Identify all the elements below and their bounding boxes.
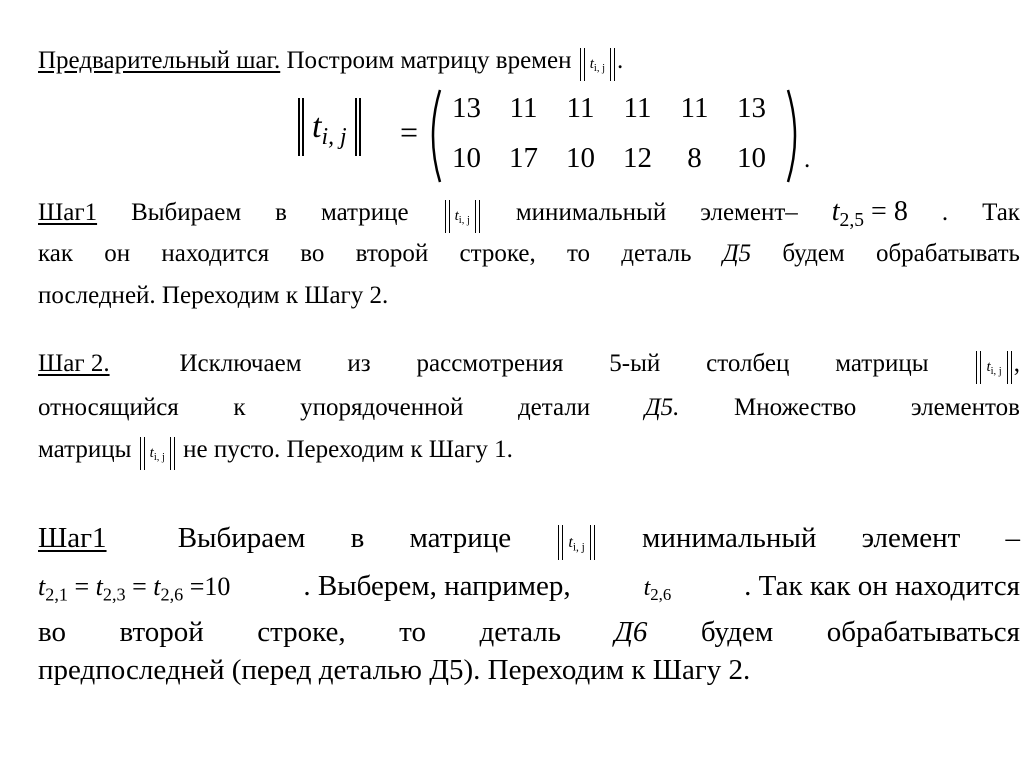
norm-tij: $t_{i, j}$ bbox=[445, 200, 480, 233]
step2-word: столбец bbox=[706, 350, 790, 377]
step2-word: из bbox=[347, 350, 371, 377]
step1b-text: . Выберем, например, bbox=[303, 570, 571, 602]
norm-tij: $t_{i, j}$ bbox=[558, 525, 594, 560]
step1-word: минимальный bbox=[515, 199, 667, 226]
step1-label: Шаг1 bbox=[38, 199, 98, 226]
step1-word: он bbox=[104, 240, 131, 267]
step2-word: упорядоченной bbox=[300, 394, 464, 421]
step1-line1 bbox=[38, 196, 1020, 233]
matrix-cell: 8 bbox=[687, 142, 702, 174]
preliminary-step-label: Предварительный шаг. bbox=[38, 47, 281, 74]
step1-word: находится bbox=[161, 240, 270, 267]
matrix-cell: 11 bbox=[680, 92, 709, 124]
preliminary-step-text: Построим матрицу времен bbox=[280, 47, 572, 74]
step1b-text: . Так как он находится bbox=[744, 570, 1020, 602]
step2-word: Исключаем bbox=[179, 350, 302, 377]
step1-word: деталь bbox=[621, 240, 692, 267]
step1-word: матрице bbox=[320, 199, 409, 226]
step1-word: будем bbox=[782, 240, 845, 267]
matrix-right-paren bbox=[784, 88, 804, 184]
step1-word: в bbox=[275, 199, 287, 226]
matrix-lhs-t: t bbox=[312, 108, 322, 145]
step1-word: элемент– bbox=[700, 199, 798, 226]
step1-word: Так bbox=[982, 199, 1020, 226]
detail-d5: Д5 bbox=[722, 240, 752, 267]
step2-line1: Шаг 2. Исключаем из рассмотрения 5-ый столбец матрицы $t_{i, j}$ , bbox=[38, 350, 1020, 384]
norm-tij-inner: $t_{i, j}$ bbox=[589, 56, 605, 75]
step2-word: детали bbox=[517, 394, 591, 421]
t26-choice: $t_{2,6}$ bbox=[643, 575, 672, 605]
step1b-word: минимальный bbox=[641, 522, 817, 554]
matrix-equation bbox=[298, 88, 811, 188]
step1b-word: элемент bbox=[861, 522, 961, 554]
step1b-word: Выбираем bbox=[177, 522, 306, 554]
detail-d5: Д5. bbox=[644, 394, 680, 421]
matrix-cell: 11 bbox=[566, 92, 595, 124]
norm-tij bbox=[580, 48, 615, 81]
matrix-cell: 11 bbox=[623, 92, 652, 124]
matrix-cell: 12 bbox=[623, 142, 652, 174]
step1b-line4: предпоследней (перед деталью Д5). Переходим к Шагу 2. bbox=[38, 654, 751, 686]
step1-line2 bbox=[38, 240, 1020, 268]
matrix-row-1 bbox=[438, 92, 780, 125]
step1b-word: во bbox=[38, 616, 66, 648]
matrix-cell: 10 bbox=[737, 142, 766, 174]
matrix-cell: 10 bbox=[452, 142, 481, 174]
step1-word: обрабатывать bbox=[875, 240, 1020, 267]
t25-eq: $t_{2,5} = 8$ bbox=[831, 196, 908, 231]
detail-d6: Д6 bbox=[614, 616, 648, 648]
step1-line3: последней. Переходим к Шагу 2. bbox=[38, 282, 389, 309]
preliminary-step-line bbox=[38, 47, 623, 81]
step1-word: второй bbox=[355, 240, 429, 267]
step1b-word: обрабатываться bbox=[826, 616, 1020, 648]
matrix-eq-sign: = bbox=[400, 114, 419, 150]
step1b-word: в bbox=[350, 522, 365, 554]
matrix-cell: 13 bbox=[452, 92, 481, 124]
step1b-line3 bbox=[38, 616, 1020, 649]
step1-word: как bbox=[38, 240, 74, 267]
step1b-word: второй bbox=[119, 616, 204, 648]
matrix-row-2 bbox=[438, 142, 780, 175]
step1b-word: матрице bbox=[409, 522, 512, 554]
matrix-end: . bbox=[804, 146, 811, 173]
step1-word: строке, bbox=[459, 240, 536, 267]
step1b-word: – bbox=[1005, 522, 1020, 554]
step1-word: Выбираем bbox=[131, 199, 242, 226]
step2-word: рассмотрения bbox=[416, 350, 564, 377]
step2-line3: матрицы $t_{i, j}$ не пусто. Переходим к Шагу 1. bbox=[38, 436, 513, 470]
norm-tij: $t_{i, j}$ bbox=[140, 437, 175, 470]
matrix-cell: 11 bbox=[509, 92, 538, 124]
matrix-cell: 17 bbox=[509, 142, 538, 174]
step1b-word: строке, bbox=[257, 616, 346, 648]
step2-word: относящийся bbox=[38, 394, 179, 421]
step1b-label: Шаг1 bbox=[38, 522, 107, 554]
step1-word: . bbox=[941, 199, 949, 226]
step1b-line2 bbox=[38, 570, 1020, 605]
norm-tij: $t_{i, j}$ bbox=[976, 351, 1011, 384]
matrix-cell: 13 bbox=[737, 92, 766, 124]
preliminary-step-end: . bbox=[617, 47, 624, 74]
matrix-lhs-sub: i, j bbox=[321, 124, 347, 151]
step2-word: элементов bbox=[910, 394, 1020, 421]
min-elements-eq: $t_{2,1} = t_{2,3} = t_{2,6} =10$ bbox=[38, 572, 231, 605]
matrix-lhs bbox=[298, 98, 361, 156]
step2-word: матрицы bbox=[835, 350, 929, 377]
step1b-word: то bbox=[399, 616, 426, 648]
step2-word: 5-ый bbox=[609, 350, 661, 377]
step1-word: то bbox=[566, 240, 591, 267]
step2-label: Шаг 2. bbox=[38, 350, 110, 377]
matrix-cell: 10 bbox=[566, 142, 595, 174]
step2-word: Множество bbox=[733, 394, 857, 421]
step2-line2 bbox=[38, 394, 1020, 422]
step1b-word: будем bbox=[700, 616, 774, 648]
step1b-line1 bbox=[38, 522, 1020, 560]
step2-word: к bbox=[233, 394, 246, 421]
step1b-word: деталь bbox=[479, 616, 561, 648]
step1-word: во bbox=[300, 240, 325, 267]
